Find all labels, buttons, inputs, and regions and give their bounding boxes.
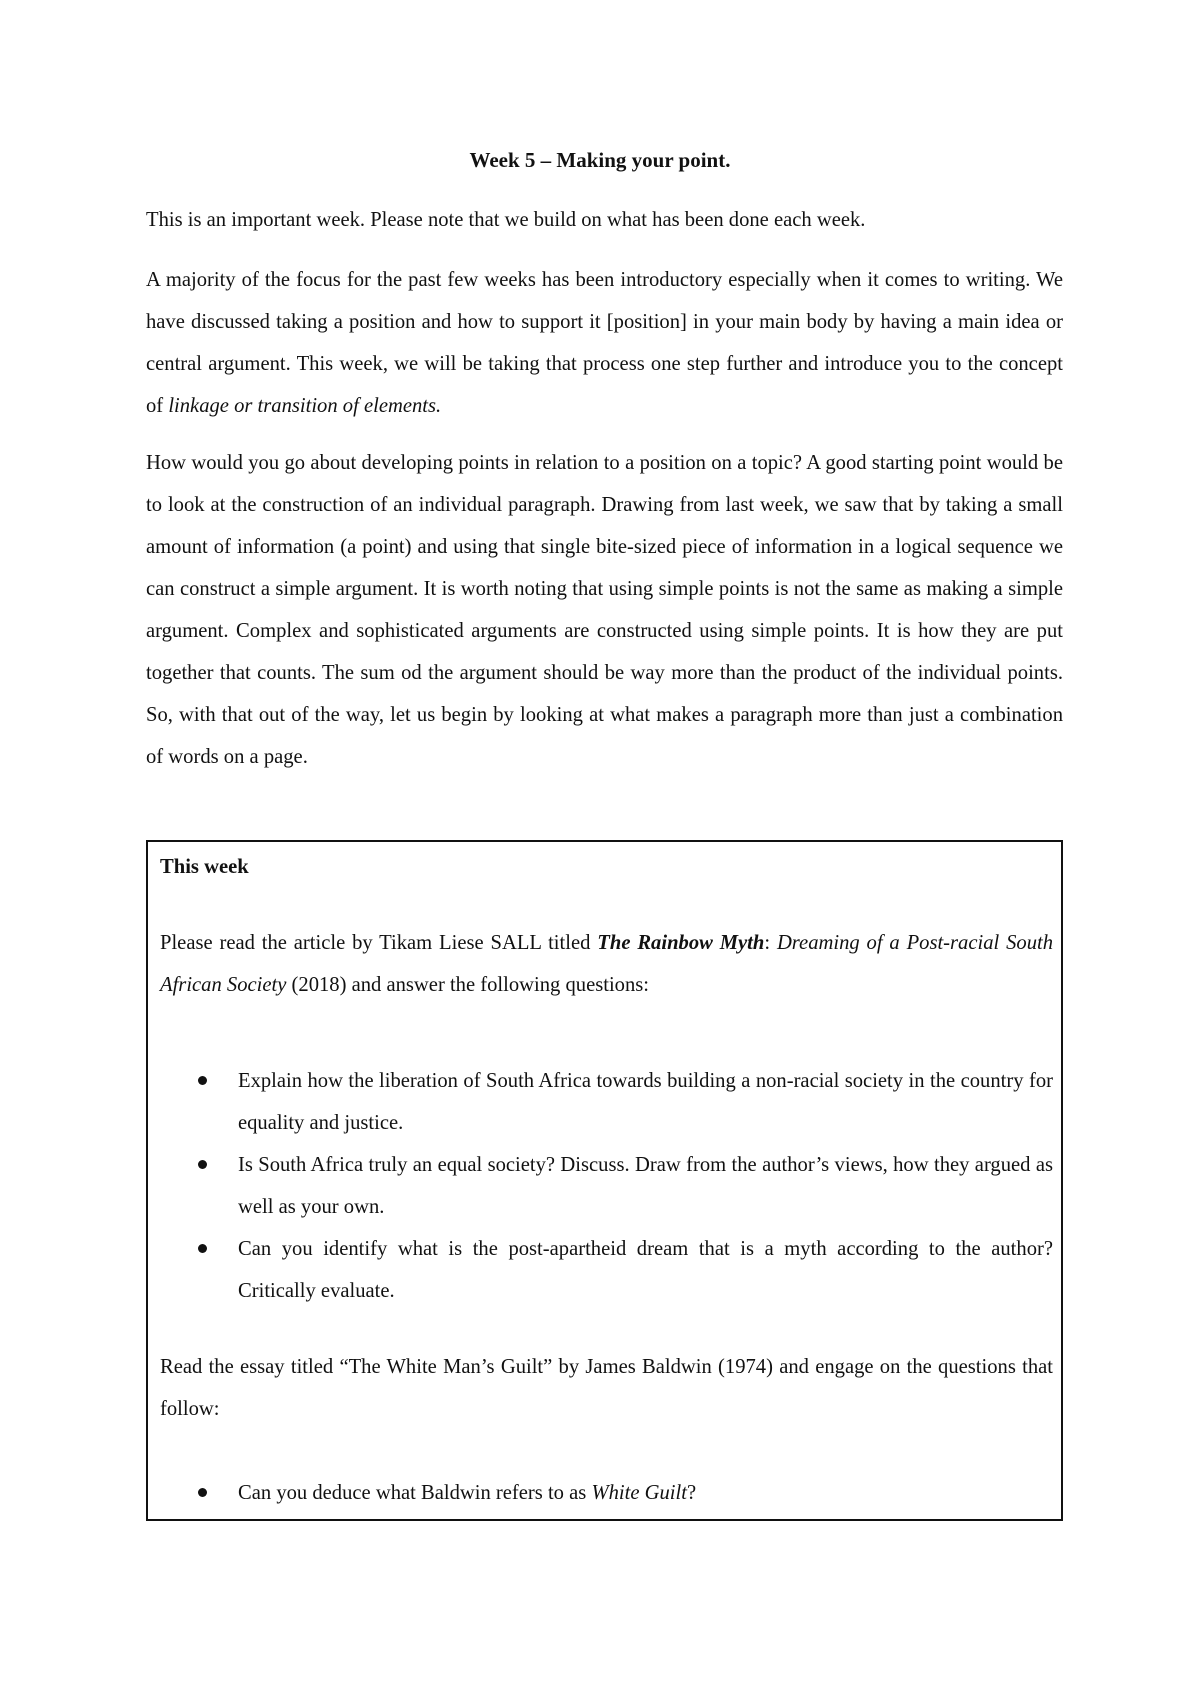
list-item (160, 1472, 1053, 1514)
focus-paragraph (146, 259, 1063, 427)
reading1-title: The Rainbow Myth (597, 932, 765, 954)
list-item (160, 1144, 1053, 1228)
bullet-icon (198, 1244, 207, 1253)
bullet-icon (198, 1488, 207, 1497)
bullet-icon (198, 1160, 207, 1169)
question-text: Is South Africa truly an equal society? Discuss. Draw from the author’s views, how they argued as well as your own. (238, 1154, 1053, 1218)
reading1-suffix: (2018) and answer the following questions: (286, 974, 650, 996)
focus-paragraph-italic: linkage or transition of elements. (168, 395, 442, 417)
intro-paragraph: This is an important week. Please note that we build on what has been done each week. (146, 209, 866, 231)
list-item (160, 1060, 1053, 1144)
question-suffix: ? (686, 1482, 697, 1504)
reading1-colon: : (764, 932, 777, 954)
reading1-prefix: Please read the article by Tikam Liese SALL titled (160, 932, 598, 954)
question-text: Can you identify what is the post-apartheid dream that is a myth according to the author? Critically evaluate. (238, 1238, 1053, 1302)
this-week-box (146, 840, 1063, 1521)
questions-list-1 (160, 1060, 1053, 1312)
bullet-icon (198, 1076, 207, 1085)
focus-paragraph-text: A majority of the focus for the past few weeks has been introductory especially when it comes to writing. We have discussed taking a position and how to support it [position] in your main body by having a main idea or central argument. This week, we will be taking that process one step further and introduce you to the concept of (146, 269, 1063, 417)
this-week-heading: This week (160, 856, 249, 878)
reading1-subtitle: Dreaming of a Post-racial South African Society (160, 932, 1054, 996)
question-prefix: Can you deduce what Baldwin refers to as (238, 1482, 592, 1504)
developing-points-paragraph: How would you go about developing points in relation to a position on a topic? A good starting point would be to look at the construction of an individual paragraph. Drawing from last week, we saw that by taking a small amount of information (a point) and using that single bite-sized piece of information in a logical sequence we can construct a simple argument. It is worth noting that using simple points is not the same as making a simple argument. Complex and sophisticated arguments are constructed using simple points. It is how they are put together that counts. The sum od the argument should be way more than the product of the individual points. So, with that out of the way, let us begin by looking at what makes a paragraph more than just a combination of words on a page. (146, 452, 1063, 768)
questions-list-2 (160, 1472, 1053, 1514)
list-item (160, 1228, 1053, 1312)
page-title: Week 5 – Making your point. (469, 148, 731, 172)
reading-instruction-2: Read the essay titled “The White Man’s Guilt” by James Baldwin (1974) and engage on the questions that follow: (160, 1356, 1053, 1420)
reading-instruction-1 (160, 922, 1053, 1006)
question-italic: White Guilt (591, 1482, 687, 1504)
question-text: Explain how the liberation of South Africa towards building a non-racial society in the country for equality and justice. (238, 1070, 1053, 1134)
